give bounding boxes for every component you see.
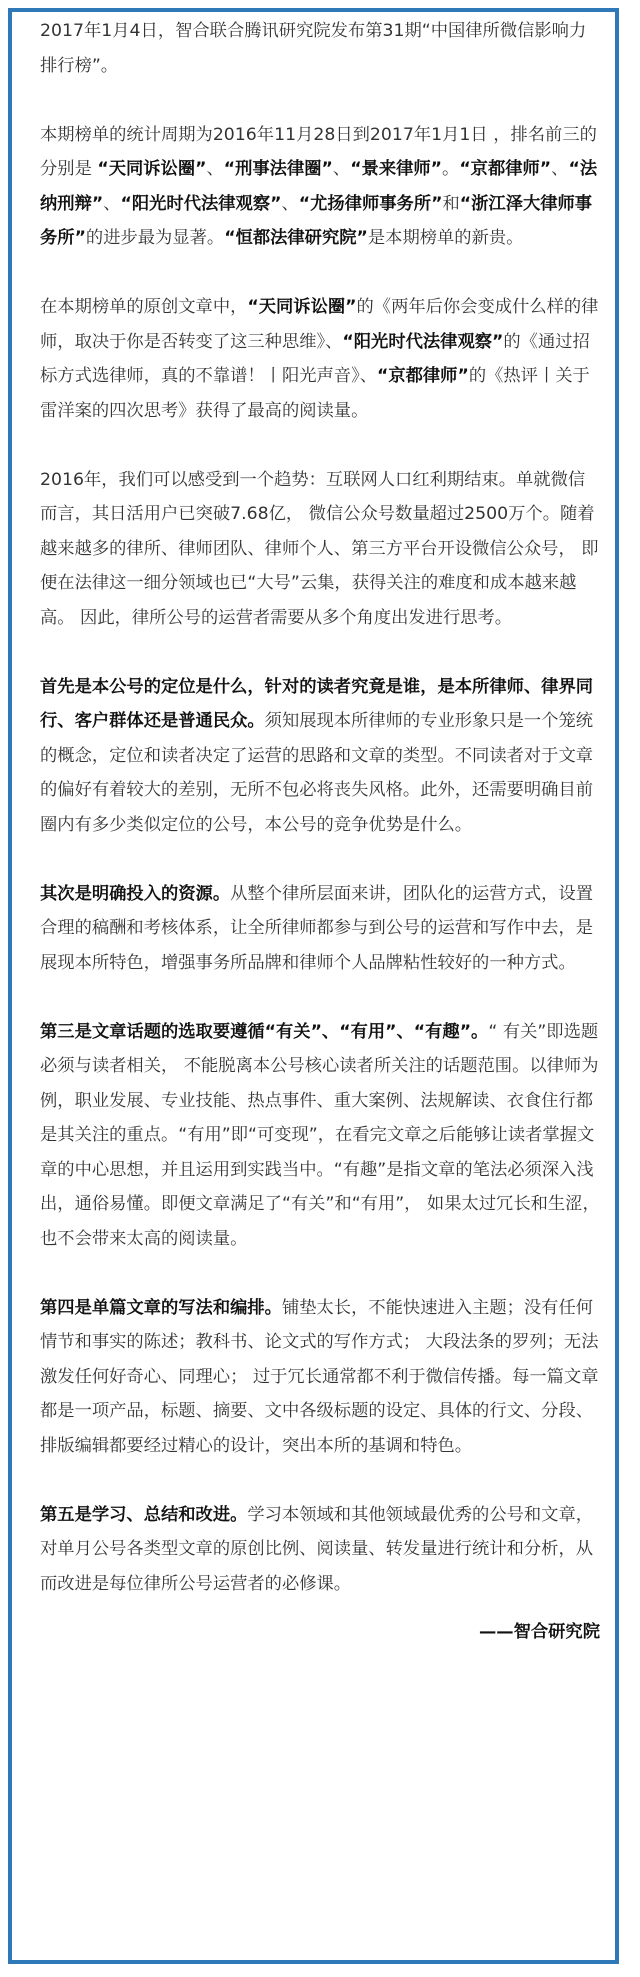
paragraph-text: 和 <box>442 193 460 214</box>
account-name: “法纳刑辩” <box>40 159 598 214</box>
paragraph-text: 2016年，我们可以感受到一个趋势：互联网人口红利期结束。单就微信而言，其日活用户已突破7.68亿， 微信公众号数量超过2500万个。随着越来越多的律所、律师团队、律师个人、第三方平台开设微信公众号， 即便在法律这一细分领域也已“大号”云集，获得关注的难度和成本越来越高。 因此，律所公号的运营者需要从多个角度出发进行思考。 <box>40 469 599 628</box>
paragraph-text: 须知展现本所律师的专业形象只是一个笼统的概念，定位和读者决定了运营的思路和文章的类型。不同读者对于文章的偏好有着较大的差别，无所不包必将丧失风格。此外，还需要明确目前圈内有多少类似定位的公号，本公号的竞争优势是什么。 <box>40 711 594 835</box>
account-name: “京都律师” <box>376 366 469 386</box>
paragraph-text: 2017年1月4日，智合联合腾讯研究院发布第31期“中国律所微信影响力排行榜”。 <box>40 21 587 76</box>
paragraph-ranking <box>40 118 600 256</box>
paragraph-release <box>40 14 600 83</box>
paragraph-text: 的《通过招标方式选律师，真的不靠谱！丨阳光声音》、 <box>40 331 590 386</box>
paragraph-text: “ 有关”即选题必须与读者相关， 不能脱离本公号核心读者所关注的话题范围。以律师为例，职业发展、专业技能、热点事件、重大案例、法规解读、衣食住行都是其关注的重点。“有用”即“可变现”，在看完文章之后能够让读者掌握文章的中心思想，并且运用到实践当中。“有趣”是指文章的笔法必须深入浅出，通俗易懂。即便文章满足了“有关”和“有用”， 如果太过冗长和生涩，也不会带来太高的阅读量。 <box>40 1021 600 1249</box>
paragraph-text: 。 <box>442 159 460 179</box>
article-body <box>40 14 600 1650</box>
signature: ——智合研究院 <box>479 1622 600 1642</box>
paragraph-text: 学习本领域和其他领域最优秀的公号和文章，对单月公号各类型文章的原创比例、阅读量、转发量进行统计和分析，从而改进是每位律所公号运营者的必修课。 <box>40 1504 594 1594</box>
paragraph-topics <box>40 1015 600 1257</box>
account-name: “京都律师” <box>459 159 552 179</box>
point-heading: 第三是文章话题的选取要遵循“有关”、“有用”、“有趣”。 <box>40 1021 489 1042</box>
paragraph-text: 铺垫太长，不能快速进入主题；没有任何情节和事实的陈述；教科书、论文式的写作方式； 大段法条的罗列；无法激发任何好奇心、同理心； 过于冗长通常都不利于微信传播。每一篇文章都是一项产品，标题、摘要、文中各级标题的设定、具体的行文、分段、排版编辑都要经过精心的设计，突出本所的基调和特色。 <box>40 1297 599 1456</box>
account-name: “刑事法律圈” <box>223 159 333 179</box>
paragraph-text: 的《热评丨关于雷洋案的四次思考》获得了最高的阅读量。 <box>40 366 590 421</box>
paragraph-resources <box>40 877 600 981</box>
paragraph-text: 在本期榜单的原创文章中， <box>40 297 248 317</box>
paragraph-text: 本期榜单的统计周期为2016年11月28日到2017年1月1日 ，排名前三的分别是 <box>40 124 597 179</box>
account-name: “天同诉讼圈” <box>97 159 207 179</box>
paragraph-top-articles <box>40 290 600 428</box>
account-name: “尤扬律师事务所” <box>298 193 443 214</box>
account-name: “浙江泽大律师事务所” <box>40 193 593 248</box>
paragraph-text: 、 <box>332 159 351 179</box>
paragraph-learning <box>40 1498 600 1602</box>
account-name: “天同诉讼圈” <box>247 297 357 317</box>
paragraph-text: 、 <box>551 159 569 179</box>
paragraph-text: 的进步最为显著。 <box>85 228 225 248</box>
paragraph-text: 、 <box>206 159 224 179</box>
paragraph-text: 、 <box>103 193 121 214</box>
paragraph-text: 的《两年后你会变成什么样的律师，取决于你是否转变了这三种思维》、 <box>40 297 599 352</box>
paragraph-text: 从整个律所层面来讲，团队化的运营方式，设置合理的稿酬和考核体系，让全所律师都参与到公号的运营和写作中去，是展现本所特色，增强事务所品牌和律师个人品牌粘性较好的一种方式。 <box>40 883 594 973</box>
point-heading: 第五是学习、总结和改进。 <box>40 1504 248 1525</box>
account-name: “阳光时代法律观察” <box>342 331 504 352</box>
point-heading: 首先是本公号的定位是什么，针对的读者究竟是谁，是本所律师、律界同行、客户群体还是普通民众。 <box>40 676 594 731</box>
paragraph-text: 是本期榜单的新贵。 <box>367 228 524 248</box>
paragraph-positioning <box>40 670 600 843</box>
point-heading: 第四是单篇文章的写法和编排。 <box>40 1297 282 1318</box>
paragraph-text: 、 <box>281 193 299 214</box>
paragraph-writing <box>40 1291 600 1464</box>
new-account-highlight: “恒都法律研究院” <box>224 228 368 248</box>
point-heading: 其次是明确投入的资源。 <box>40 883 231 904</box>
paragraph-trend <box>40 463 600 636</box>
account-name: “阳光时代法律观察” <box>120 193 282 214</box>
account-name: “景来律师” <box>350 159 443 179</box>
